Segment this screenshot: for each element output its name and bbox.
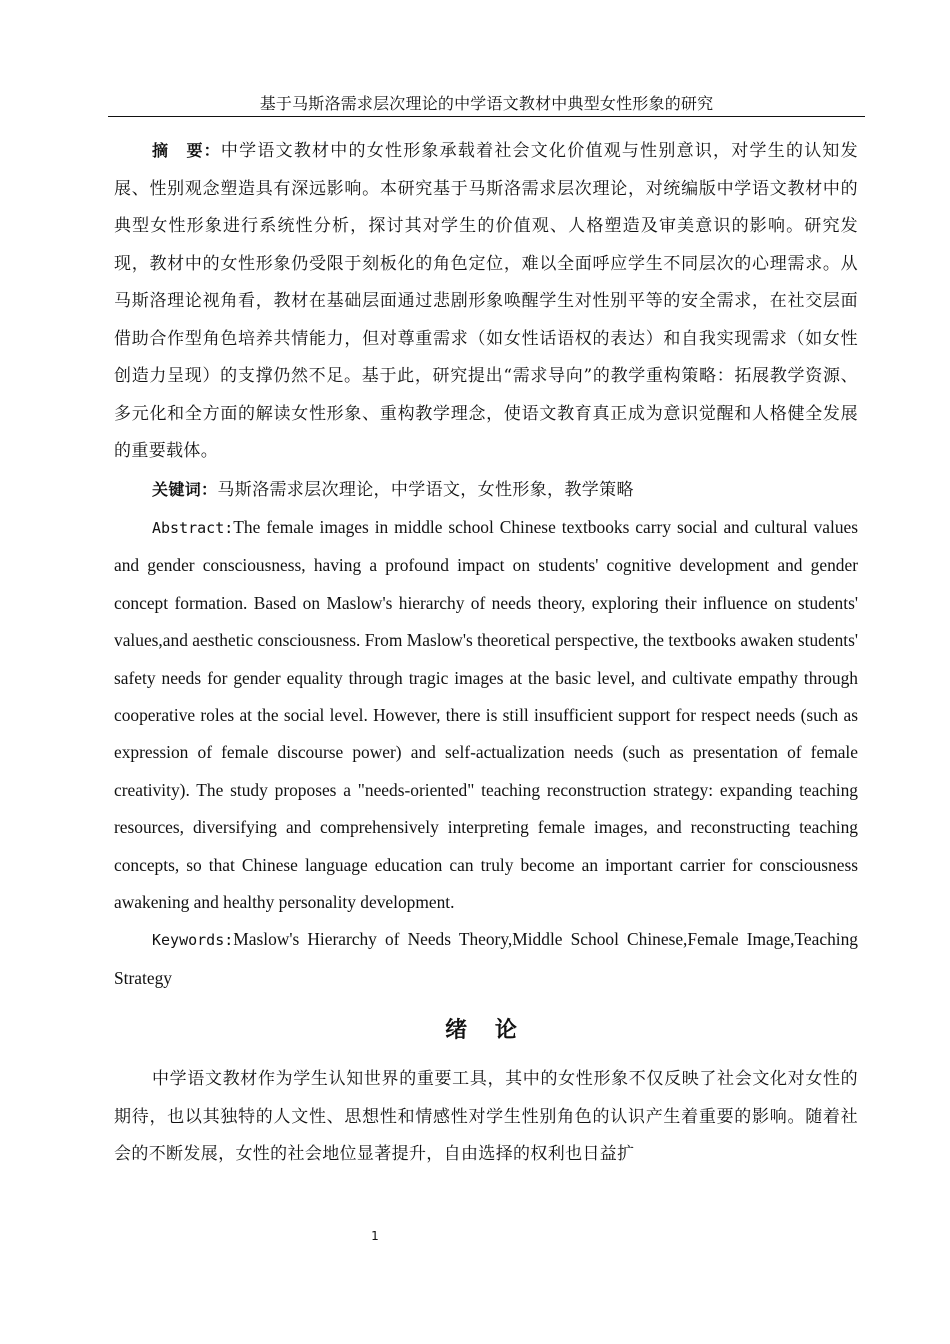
running-header: 基于马斯洛需求层次理论的中学语文教材中典型女性形象的研究 <box>259 94 714 113</box>
abstract-en-paragraph <box>114 509 858 921</box>
abstract-en-text: The female images in middle school Chinese textbooks carry social and cultural values and gender consciousness, having a profound impact on students' cognitive development and gender concept formation. Based on Maslow's hierarchy of needs theory, exploring their influence on students' values,and aesthetic consciousness. From Maslow's theoretical perspective, the textbooks awaken students' safety needs for gender equality through tragic images at the basic level, and cultivate empathy through cooperative roles at the social level. However, there is still insufficient support for respect needs (such as expression of female discourse power) and self-actualization needs (such as presentation of female creativity). The study proposes a "needs-oriented" teaching reconstruction strategy: expanding teaching resources, diversifying and comprehensively interpreting female images, and reconstructing teaching concepts, so that Chinese language education can truly become an important carrier for consciousness awakening and healthy personality development. <box>114 517 858 913</box>
header-divider <box>108 116 865 117</box>
keywords-cn-paragraph <box>114 471 858 510</box>
keywords-en-text: Maslow's Hierarchy of Needs Theory,Middle School Chinese,Female Image,Teaching Strategy <box>114 929 858 988</box>
keywords-en-paragraph <box>114 921 858 997</box>
abstract-cn-paragraph <box>114 132 858 471</box>
page-body <box>114 132 858 1174</box>
keywords-cn-label: 关键词： <box>152 479 218 499</box>
keywords-en-label: Keywords: <box>152 931 234 950</box>
abstract-en-label: Abstract: <box>152 519 234 537</box>
page-number: 1 <box>371 1229 379 1243</box>
keywords-cn-text: 马斯洛需求层次理论，中学语文，女性形象，教学策略 <box>217 479 634 500</box>
introduction-paragraph: 中学语文教材作为学生认知世界的重要工具，其中的女性形象不仅反映了社会文化对女性的期待，也以其独特的人文性、思想性和情感性对学生性别角色的认识产生着重要的影响。随着社会的不断发展，女性的社会地位显著提升，自由选择的权利也日益扩 <box>114 1069 858 1165</box>
abstract-cn-label: 摘 要： <box>152 141 221 160</box>
abstract-cn-text: 中学语文教材中的女性形象承载着社会文化价值观与性别意识，对学生的认知发展、性别观念塑造具有深远影响。本研究基于马斯洛需求层次理论，对统编版中学语文教材中的典型女性形象进行系统性分析，探讨其对学生的价值观、人格塑造及审美意识的影响。研究发现，教材中的女性形象仍受限于刻板化的角色定位，难以全面呼应学生不同层次的心理需求。从马斯洛理论视角看，教材在基础层面通过悲剧形象唤醒学生对性别平等的安全需求，在社交层面借助合作型角色培养共情能力，但对尊重需求（如女性话语权的表达）和自我实现需求（如女性创造力呈现）的支撑仍然不足。基于此，研究提出“需求导向”的教学重构策略：拓展教学资源、多元化和全方面的解读女性形象、重构教学理念，使语文教育真正成为意识觉醒和人格健全发展的重要载体。 <box>114 141 859 461</box>
introduction-heading: 绪 论 <box>445 1018 527 1044</box>
